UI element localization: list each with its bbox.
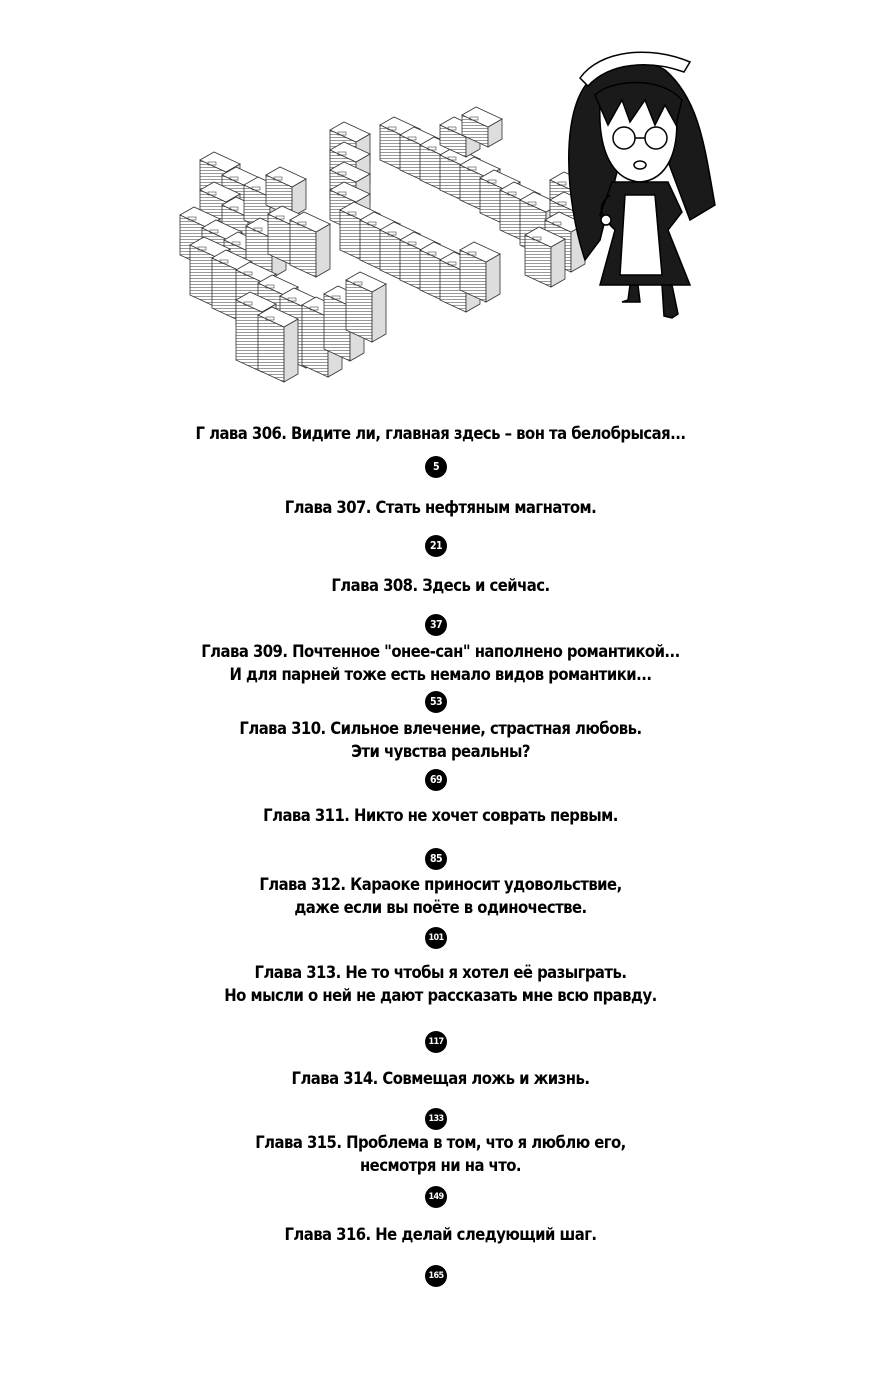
chapter-title-line: Глава 308. Здесь и сейчас. [331,576,550,595]
chapter-title-line: Глава 312. Караоке приносит удовольствие, [259,875,622,894]
chapter-title [44,717,837,763]
chapter-title [44,422,837,445]
chapter-title-line: Глава 313. Не то чтобы я хотел её разыграть. [254,963,627,982]
chapter-title [44,1223,837,1246]
chapter-title [44,804,837,827]
page-number-badge: 37 [425,614,447,636]
page-number-badge: 5 [425,456,447,478]
page-number-badge: 117 [425,1031,447,1053]
chapter-title [44,1067,837,1090]
page-number-badge: 69 [425,769,447,791]
chapter-title [44,496,837,519]
page-number-badge: 101 [425,927,447,949]
chapter-title-line: Глава 315. Проблема в том, что я люблю его, [255,1133,626,1152]
page-number-badge: 165 [425,1265,447,1287]
page-number-badge: 149 [425,1186,447,1208]
chapter-title-line: Глава 314. Совмещая ложь и жизнь. [291,1069,590,1088]
chapter-title-line: Эти чувства реальны? [351,742,530,761]
chapter-title-line: Глава 310. Сильное влечение, страстная любовь. [239,719,642,738]
chapter-title-line: Глава 309. Почтенное "онее-сан" наполнено романтикой... [201,642,680,661]
chapter-title-line: несмотря ни на что. [359,1156,522,1175]
chapter-title-line: Глава 311. Никто не хочет соврать первым. [263,806,618,825]
chapter-title [44,961,837,1007]
page-number-badge: 133 [425,1108,447,1130]
chapter-title [44,640,837,686]
chapter-title-line: даже если вы поёте в одиночестве. [294,898,587,917]
chapter-title-line: Но мысли о ней не дают рассказать мне всю правду. [224,986,657,1005]
chapter-title [44,873,837,919]
chapter-title-line: Г лава 306. Видите ли, главная здесь – вон та белобрысая... [195,424,686,443]
chapter-title-line: Глава 316. Не делай следующий шаг. [284,1225,597,1244]
chapter-title-line: И для парней тоже есть немало видов романтики... [229,665,652,684]
chapter-title [44,1131,837,1177]
page-number-badge: 21 [425,535,447,557]
chapter-title [44,574,837,597]
page-number-badge: 85 [425,848,447,870]
page-number-badge: 53 [425,691,447,713]
chapter-title-line: Глава 307. Стать нефтяным магнатом. [284,498,597,517]
